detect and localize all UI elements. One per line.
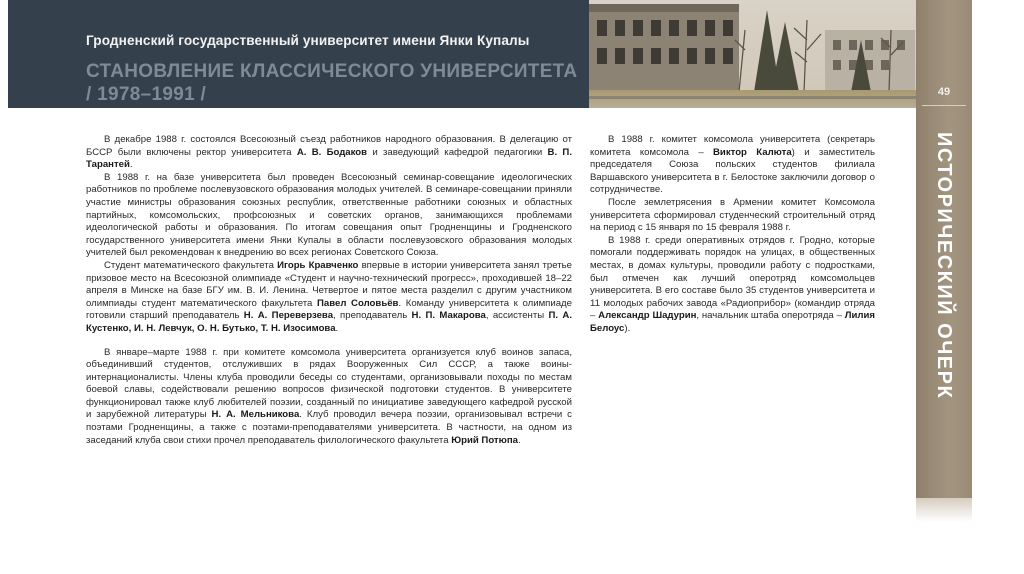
paragraph: В 1988 г. на базе университета был проведен Всесоюзный семинар-совещание идеологических работников по проблеме послевузовского образования молодых учителей. В семинаре-совещании приняли участие министры образования союзных республик, ответственные работники союзных и областных партийных, комсомольских, профсоюзных и советских органов, занимающихся проблемами идеологической работы и образования. По итогам совещания опыт Гродненщины и Гродненского государственного университета имени Янки Купалы в области послевузовского образования молодых учителей был рекомендован к внедрению во всех регионах Советского Союза.: [86, 171, 572, 259]
sidebar-divider: [922, 105, 966, 106]
header-band: [8, 0, 589, 108]
paragraph: В 1988 г. среди оперативных отрядов г. Гродно, которые помогали поддерживать порядок на улицах, в общественных местах, в домах культуры, проводили работу с подростками, был отмечен как лучший оперотряд комсомольцев университета. В его составе было 35 студентов университета и 11 молодых рабочих завода «Радиоприбор» (командир отряда – Александр Шадурин, начальник штаба оперотряда – Лилия Белоус).: [590, 234, 875, 334]
paragraph: В 1988 г. комитет комсомола университета (секретарь комитета комсомола – Виктор Калюта) и заместитель председателя Союза польских студентов филиала Варшавского университета в г. Белостоке заключили договор о сотрудничестве.: [590, 134, 875, 196]
paragraph: Студент математического факультета Игорь Кравченко впервые в истории университета занял третье призовое место на Всесоюзной олимпиаде «Студент и научно-технический прогресс», проходившей 18–22 апреля в Минске на базе БГУ им. В. И. Ленина. Четвертое и пятое места разделил с другим участником олимпиады студент математического факультета Павел Соловьёв. Команду университета к олимпиаде готовили старший преподаватель Н. А. Переверзева, преподаватель Н. П. Макарова, ассистенты П. А. Кустенко, И. Н. Левчук, О. Н. Бутько, Т. Н. Изосимова.: [86, 259, 572, 334]
right-text-column: [590, 134, 875, 336]
paragraph: После землетрясения в Армении комитет Комсомола университета сформировал студенческий строительный отряд на период с 15 января по 15 февраля 1988 г.: [590, 196, 875, 234]
sidebar-fade: [916, 498, 972, 522]
vertical-section-label: ИСТОРИЧЕСКИЙ ОЧЕРК: [933, 132, 955, 400]
campus-photo: [589, 0, 916, 108]
section-title: СТАНОВЛЕНИЕ КЛАССИЧЕСКОГО УНИВЕРСИТЕТА / 1978–1991 /: [86, 61, 578, 105]
university-name: Гродненский государственный университет имени Янки Купалы: [86, 33, 530, 48]
campus-photo-illustration: [589, 0, 916, 108]
paragraph: В декабре 1988 г. состоялся Всесоюзный съезд работников народного образования. В делегацию от БССР были включены ректор университета А. В. Бодаков и заведующий кафедрой педагогики В. П. Тарантей.: [86, 134, 572, 171]
paragraph: В январе–марте 1988 г. при комитете комсомола университета организуется клуб воинов запаса, объединивший студентов, отслуживших в рядах Вооруженных Сил СССР, а также воины-интернационалисты. Члены клуба проводили беседы со студентами, организовывали походы по местам боевой славы, содействовали решению вопросов физической подготовки студентов. В университете функционировал также клуб любителей поэзии, созданный по инициативе заведующего кафедрой русской и зарубежной литературы Н. А. Мельникова. Клуб проводил вечера поэзии, организовывал встречи с поэтами Гродненщины, а также с поэтами-преподавателями университета. В частности, на одном из заседаний клуба свои стихи прочел преподаватель филологического факультета Юрий Потюпа.: [86, 346, 572, 446]
page-number: 49: [937, 86, 951, 98]
sidebar-band: [916, 0, 972, 498]
left-text-column: [86, 134, 572, 447]
